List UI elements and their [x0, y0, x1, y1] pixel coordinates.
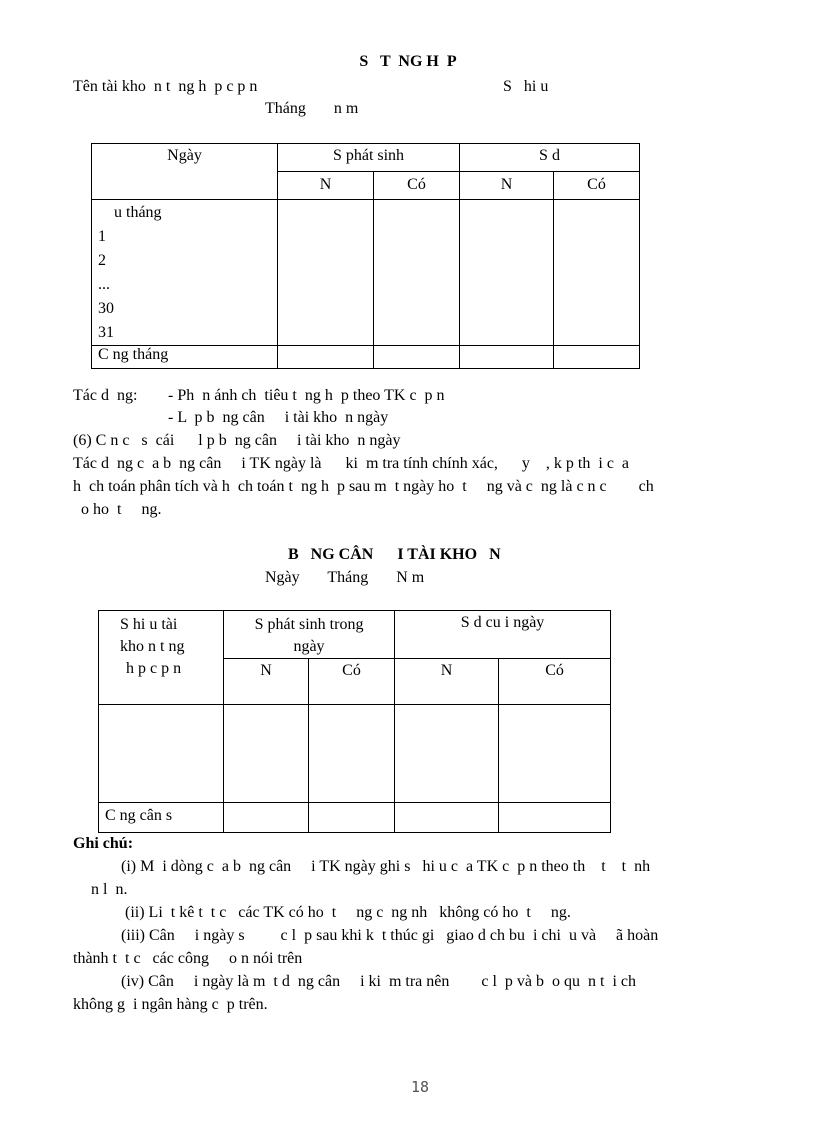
note-i-line-1: (i) M i dòng c a b ng cân i TK ngày ghi s hi u c a TK c p n theo th t t nh — [121, 858, 651, 875]
empty-cell — [460, 200, 554, 346]
end-credit-header: Có — [499, 659, 611, 705]
note-i-line-2: n l n. — [91, 881, 128, 898]
day-rows-cell — [92, 200, 278, 346]
list-item: u tháng — [98, 204, 162, 221]
ledger-table — [91, 143, 640, 369]
col-day-header: Ngày — [92, 144, 278, 200]
list-item: 1 — [98, 228, 106, 245]
balance-total-label: C ng cân s — [99, 803, 224, 833]
empty-cell — [309, 705, 395, 803]
list-item: 30 — [98, 300, 114, 317]
account-header-line: S hi u tài — [120, 616, 178, 633]
empty-cell — [309, 803, 395, 833]
col-end-balance-header: S d cu i ngày — [395, 611, 611, 659]
note-iii-line-1: (iii) Cân i ngày s c l p sau khi k t thúc gi giao d ch bu i chi u và ã hoàn — [121, 927, 659, 944]
empty-cell — [278, 346, 374, 369]
empty-cell — [374, 346, 460, 369]
empty-cell — [224, 705, 309, 803]
note-ii: (ii) Li t kê t t c các TK có ho t ng c ng nh không có ho t ng. — [125, 904, 571, 921]
balance-date-line: Ngày Tháng N m — [265, 569, 425, 586]
arising-header-line: ngày — [293, 638, 325, 655]
account-name-line: Tên tài kho n t ng h p c p n — [73, 78, 258, 95]
col-balance-header: S d — [460, 144, 640, 172]
purpose-paragraph-line-3: o ho t ng. — [73, 501, 162, 518]
balance-table — [98, 610, 611, 833]
list-item: 2 — [98, 252, 106, 269]
empty-cell — [99, 705, 224, 803]
col-arising-header: S phát sinh — [278, 144, 460, 172]
empty-cell — [395, 803, 499, 833]
item-6: (6) C n c s cái l p b ng cân i tài kho n ngày — [73, 432, 401, 449]
end-debit-header: N — [395, 659, 499, 705]
balance-sheet-title: B NG CÂN I TÀI KHO N — [288, 546, 501, 563]
empty-cell — [374, 200, 460, 346]
empty-cell — [554, 346, 640, 369]
empty-cell — [460, 346, 554, 369]
purpose-paragraph-line-2: h ch toán phân tích và h ch toán t ng h p sau m t ngày ho t ng và c ng là c n c ch — [73, 478, 654, 495]
purpose-paragraph-line-1: Tác d ng c a b ng cân i TK ngày là ki m tra tính chính xác, y , k p th i c a — [73, 455, 630, 472]
empty-cell — [554, 200, 640, 346]
arising-credit-header: Có — [309, 659, 395, 705]
note-iv-line-2: không g i ngân hàng c p trên. — [73, 996, 268, 1013]
balance-credit-header: Có — [554, 172, 640, 200]
purpose-item-1: - Ph n ánh ch tiêu t ng h p theo TK c p n — [168, 387, 445, 404]
col-account-header — [99, 611, 224, 705]
ledger-title: S T NG H P — [359, 53, 457, 70]
empty-cell — [499, 803, 611, 833]
empty-cell — [499, 705, 611, 803]
purpose-item-2: - L p b ng cân i tài kho n ngày — [168, 409, 389, 426]
arising-debit-header: N — [278, 172, 374, 200]
month-total-label: C ng tháng — [92, 346, 278, 369]
arising-debit-header: N — [224, 659, 309, 705]
empty-cell — [278, 200, 374, 346]
note-iii-line-2: thành t t c các công o n nói trên — [73, 950, 303, 967]
month-year-line: Tháng n m — [265, 100, 359, 117]
notes-heading: Ghi chú: — [73, 835, 134, 852]
balance-debit-header: N — [460, 172, 554, 200]
account-number-label: S hi u — [503, 78, 549, 95]
account-header-line: h p c p n — [126, 660, 182, 677]
account-header-line: kho n t ng — [120, 638, 185, 655]
list-item: 31 — [98, 324, 114, 341]
empty-cell — [395, 705, 499, 803]
col-arising-day-header — [224, 611, 395, 659]
list-item: ... — [98, 276, 110, 293]
arising-header-line: S phát sinh trong — [254, 616, 364, 633]
note-iv-line-1: (iv) Cân i ngày là m t d ng cân i ki m tra nên c l p và b o qu n t i ch — [121, 973, 637, 990]
purpose-label: Tác d ng: — [73, 387, 138, 404]
empty-cell — [224, 803, 309, 833]
page-number: 18 — [410, 1078, 430, 1096]
arising-credit-header: Có — [374, 172, 460, 200]
